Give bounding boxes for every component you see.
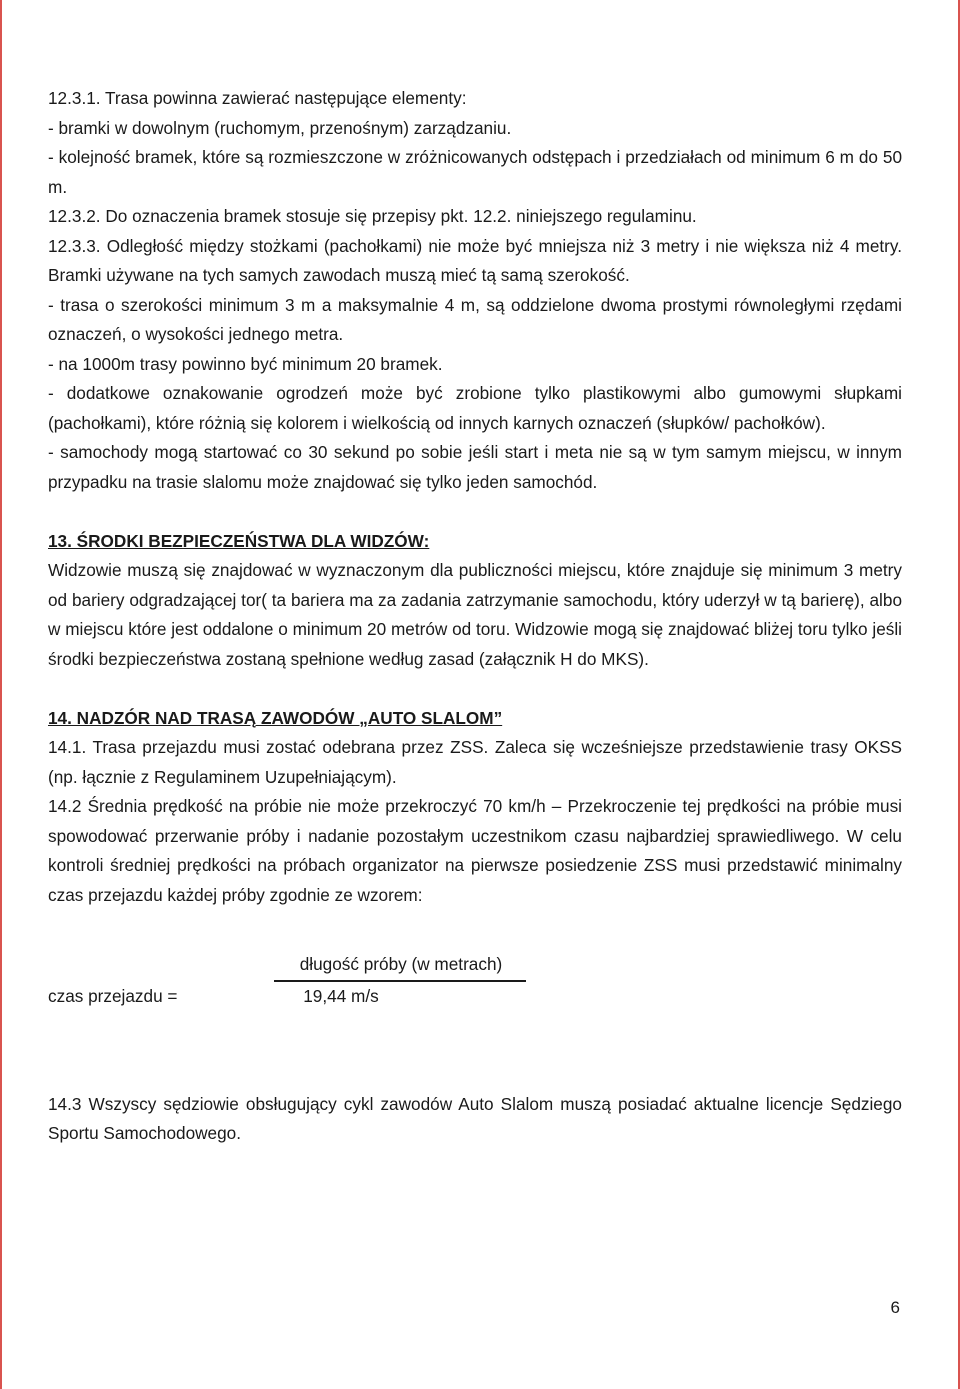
section-14-heading: 14. NADZÓR NAD TRASĄ ZAWODÓW „AUTO SLALOM” (48, 707, 503, 728)
section-12-3-3-text-3: - na 1000m trasy powinno być minimum 20 bramek. (48, 353, 443, 374)
document-body (48, 84, 902, 1149)
section-12-3-1-item-2: - kolejność bramek, które są rozmieszczone w zróżnicowanych odstępach i przedziałach od minimum 6 m do 50 m. (48, 147, 902, 197)
section-13-heading: 13. ŚRODKI BEZPIECZEŃSTWA DLA WIDZÓW: (48, 530, 430, 551)
section-12-3-1-item-1: - bramki w dowolnym (ruchomym, przenośnym) zarządzaniu. (48, 117, 512, 138)
formula-denominator: 19,44 m/s (303, 986, 379, 1006)
formula-label: czas przejazdu = (48, 986, 178, 1006)
page-number: 6 (890, 1298, 900, 1317)
section-12-3-1-title: 12.3.1. Trasa powinna zawierać następujące elementy: (48, 88, 467, 108)
travel-time-formula (48, 950, 902, 1038)
section-12-3-3-text-4: - dodatkowe oznakowanie ogrodzeń może być zrobione tylko plastikowymi albo gumowymi słupkami (pachołkami), które różnią się kolorem i wielkością od innych karnych oznaczeń (słupków/ pachołków). (48, 383, 902, 433)
section-14-1: 14.1. Trasa przejazdu musi zostać odebrana przez ZSS. Zaleca się wcześniejsze przedstawienie trasy OKSS (np. łącznie z Regulaminem Uzupełniającym). (48, 737, 902, 787)
section-12-3-2: 12.3.2. Do oznaczenia bramek stosuje się przepisy pkt. 12.2. niniejszego regulaminu. (48, 206, 697, 226)
section-14-2: 14.2 Średnia prędkość na próbie nie może przekroczyć 70 km/h – Przekroczenie tej prędkości na próbie musi spowodować przerwanie próby i nadanie pozostałym uczestnikom czasu najbardziej sprawiedliwego. W celu kontroli średniej prędkości na próbach organizator na pierwsze posiedzenie ZSS musi przedstawić minimalny czas przejazdu każdej próby zgodnie ze wzorem: (48, 796, 902, 905)
section-12-3-3-text-5: - samochody mogą startować co 30 sekund po sobie jeśli start i meta nie są w tym samym miejscu, w innym przypadku na trasie slalomu może znajdować się tylko jeden samochód. (48, 442, 902, 492)
section-12-3-3-text-1: 12.3.3. Odległość między stożkami (pachołkami) nie może być mniejsza niż 3 metry i nie większa niż 4 metry. Bramki używane na tych samych zawodach muszą mieć tą samą szerokość. (48, 235, 902, 285)
section-12-3-3-text-2: - trasa o szerokości minimum 3 m a maksymalnie 4 m, są oddzielone dwoma prostymi równoległymi rzędami oznaczeń, o wysokości jednego metra. (48, 294, 902, 344)
section-14-3: 14.3 Wszyscy sędziowie obsługujący cykl zawodów Auto Slalom muszą posiadać aktualne licencje Sędziego Sportu Samochodowego. (48, 1093, 902, 1143)
formula-numerator: długość próby (w metrach) (299, 954, 503, 974)
section-13-body: Widzowie muszą się znajdować w wyznaczonym dla publiczności miejscu, które znajduje się minimum 3 metry od bariery odgradzającej tor( ta bariera ma za zadania zatrzymanie samochodu, który uderzył w tą barierę), albo w miejscu które jest oddalone o minimum 20 metrów od toru. Widzowie mogą się znajdować bliżej toru tylko jeśli środki bezpieczeństwa zostaną spełnione według zasad (załącznik H do MKS). (48, 560, 903, 669)
